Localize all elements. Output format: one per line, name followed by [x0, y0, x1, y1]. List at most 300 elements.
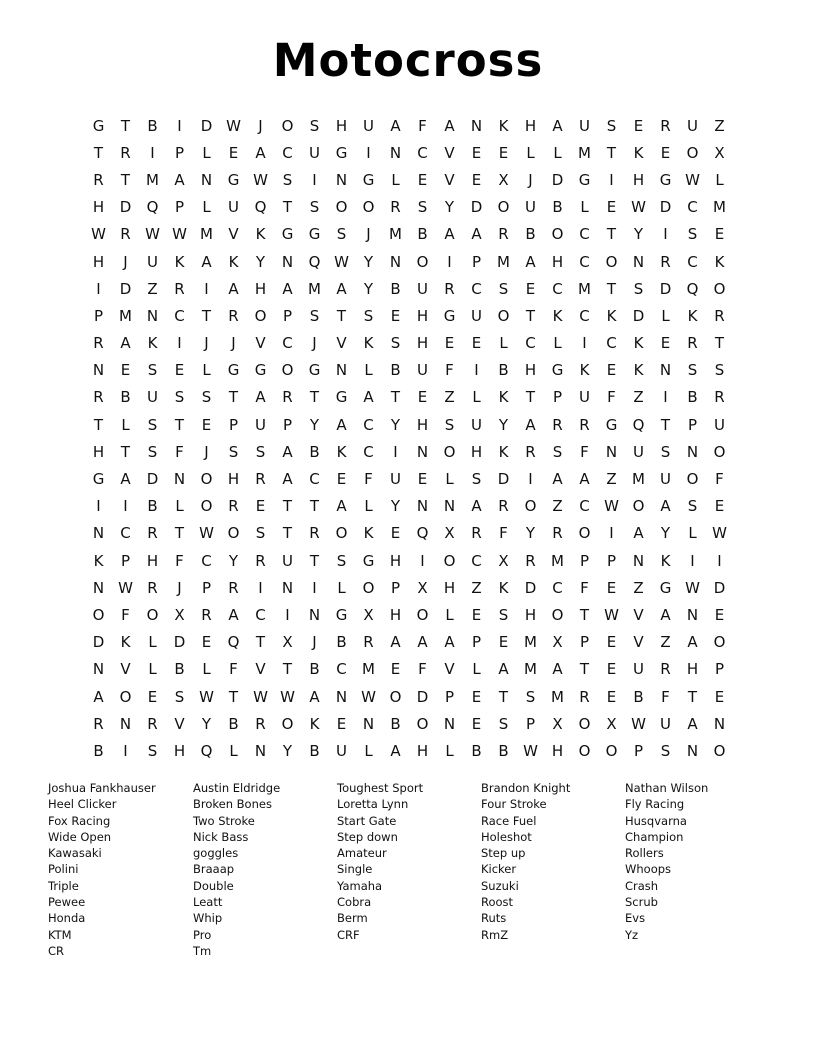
grid-letter: N: [146, 306, 159, 325]
word-item: Nick Bass: [193, 829, 249, 844]
grid-letter: C: [606, 334, 617, 353]
grid-letter: Z: [633, 578, 644, 597]
grid-letter: P: [120, 551, 131, 570]
word-item: goggles: [193, 846, 239, 861]
grid-letter: G: [227, 170, 240, 189]
grid-letter: H: [227, 470, 240, 489]
grid-letter: D: [146, 470, 159, 489]
grid-letter: T: [93, 415, 104, 434]
grid-letter: R: [201, 605, 212, 624]
grid-letter: A: [120, 470, 131, 489]
grid-letter: F: [364, 470, 373, 489]
grid-letter: K: [606, 306, 617, 325]
grid-letter: I: [447, 252, 452, 271]
grid-letter: R: [660, 252, 671, 271]
grid-letter: D: [173, 633, 186, 652]
grid-letter: R: [498, 497, 509, 516]
word-item: Husqvarna: [625, 813, 687, 828]
grid-letter: O: [713, 741, 726, 760]
grid-letter: P: [525, 714, 536, 733]
grid-letter: K: [687, 306, 698, 325]
grid-letter: F: [229, 660, 238, 679]
grid-letter: E: [390, 524, 401, 543]
grid-letter: D: [119, 198, 132, 217]
grid-letter: H: [335, 116, 348, 135]
grid-letter: M: [308, 279, 321, 298]
grid-letter: C: [471, 551, 482, 570]
grid-letter: M: [119, 306, 132, 325]
word-item: Loretta Lynn: [337, 797, 409, 812]
grid-letter: V: [444, 660, 455, 679]
grid-letter: E: [201, 633, 212, 652]
grid-letter: K: [336, 442, 347, 461]
word-item: Berm: [337, 911, 368, 926]
grid-letter: V: [633, 633, 644, 652]
grid-letter: E: [471, 714, 482, 733]
grid-letter: A: [201, 252, 212, 271]
grid-letter: G: [254, 361, 267, 380]
grid-letter: E: [336, 714, 347, 733]
grid-letter: L: [445, 470, 454, 489]
grid-letter: I: [177, 334, 182, 353]
grid-letter: P: [633, 741, 644, 760]
grid-letter: R: [552, 524, 563, 543]
word-item: Tm: [193, 943, 212, 958]
grid-letter: O: [686, 143, 699, 162]
grid-letter: W: [604, 605, 619, 624]
grid-letter: N: [443, 714, 456, 733]
grid-letter: B: [390, 361, 401, 380]
grid-letter: E: [606, 687, 617, 706]
grid-letter: Q: [686, 279, 699, 298]
grid-letter: R: [228, 578, 239, 597]
grid-letter: H: [443, 578, 456, 597]
grid-letter: E: [606, 198, 617, 217]
grid-letter: X: [282, 633, 293, 652]
grid-letter: C: [201, 551, 212, 570]
grid-letter: C: [579, 306, 590, 325]
grid-letter: M: [497, 252, 510, 271]
grid-letter: T: [309, 551, 320, 570]
grid-letter: Q: [146, 198, 159, 217]
grid-letter: C: [579, 225, 590, 244]
grid-letter: B: [309, 741, 320, 760]
grid-letter: H: [524, 605, 537, 624]
grid-letter: H: [524, 361, 537, 380]
grid-letter: N: [686, 741, 699, 760]
grid-letter: S: [687, 497, 698, 516]
grid-letter: V: [120, 660, 131, 679]
grid-letter: R: [498, 225, 509, 244]
grid-letter: L: [148, 660, 157, 679]
grid-letter: J: [231, 334, 236, 353]
grid-letter: E: [714, 605, 725, 624]
grid-letter: K: [174, 252, 185, 271]
grid-letter: Q: [308, 252, 321, 271]
grid-letter: T: [660, 415, 671, 434]
grid-letter: L: [229, 741, 238, 760]
grid-letter: C: [579, 497, 590, 516]
grid-letter: L: [121, 415, 130, 434]
grid-letter: I: [285, 605, 290, 624]
grid-letter: P: [93, 306, 104, 325]
grid-letter: T: [174, 524, 185, 543]
grid-letter: U: [255, 415, 266, 434]
grid-letter: I: [96, 497, 101, 516]
grid-letter: H: [389, 551, 402, 570]
grid-letter: Y: [282, 741, 293, 760]
grid-letter: Z: [714, 116, 725, 135]
grid-letter: M: [578, 143, 591, 162]
grid-letter: L: [580, 198, 589, 217]
grid-letter: S: [498, 605, 509, 624]
grid-letter: X: [714, 143, 725, 162]
grid-letter: O: [146, 605, 159, 624]
grid-letter: A: [336, 279, 347, 298]
grid-letter: A: [336, 497, 347, 516]
grid-letter: Y: [390, 415, 401, 434]
grid-letter: I: [474, 361, 479, 380]
grid-letter: J: [312, 633, 317, 652]
grid-letter: R: [660, 116, 671, 135]
grid-letter: D: [119, 279, 132, 298]
grid-letter: Z: [552, 497, 563, 516]
grid-letter: A: [471, 497, 482, 516]
grid-letter: P: [687, 415, 698, 434]
grid-letter: K: [498, 116, 509, 135]
grid-letter: G: [659, 578, 672, 597]
grid-letter: W: [523, 741, 538, 760]
grid-letter: O: [686, 470, 699, 489]
grid-letter: P: [201, 578, 212, 597]
grid-letter: G: [335, 388, 348, 407]
grid-letter: T: [606, 225, 617, 244]
grid-letter: R: [255, 470, 266, 489]
grid-letter: H: [389, 605, 402, 624]
grid-letter: O: [605, 741, 618, 760]
grid-letter: R: [93, 334, 104, 353]
word-item: Ruts: [481, 911, 507, 926]
grid-letter: T: [228, 687, 239, 706]
grid-letter: H: [524, 116, 537, 135]
grid-letter: Z: [633, 388, 644, 407]
grid-letter: E: [714, 497, 725, 516]
grid-letter: L: [445, 741, 454, 760]
grid-letter: F: [499, 524, 508, 543]
grid-letter: U: [147, 388, 158, 407]
grid-letter: I: [528, 470, 533, 489]
grid-letter: B: [336, 633, 347, 652]
grid-letter: I: [312, 170, 317, 189]
grid-letter: T: [579, 605, 590, 624]
grid-letter: E: [255, 497, 266, 516]
grid-letter: F: [121, 605, 130, 624]
grid-letter: I: [204, 279, 209, 298]
grid-letter: N: [605, 442, 618, 461]
grid-letter: R: [228, 497, 239, 516]
grid-letter: W: [334, 252, 349, 271]
grid-letter: P: [579, 633, 590, 652]
grid-letter: W: [712, 524, 727, 543]
grid-letter: W: [172, 225, 187, 244]
grid-letter: Z: [471, 578, 482, 597]
grid-letter: E: [174, 361, 185, 380]
grid-letter: V: [444, 170, 455, 189]
grid-letter: X: [552, 714, 563, 733]
grid-letter: U: [336, 741, 347, 760]
grid-letter: D: [470, 198, 483, 217]
grid-letter: L: [472, 660, 481, 679]
grid-letter: O: [578, 524, 591, 543]
grid-letter: S: [498, 279, 509, 298]
grid-letter: R: [714, 388, 725, 407]
grid-letter: M: [713, 198, 726, 217]
grid-letter: G: [281, 225, 294, 244]
grid-letter: V: [336, 334, 347, 353]
grid-letter: L: [202, 143, 211, 162]
grid-letter: I: [123, 497, 128, 516]
grid-letter: S: [390, 334, 401, 353]
grid-letter: N: [686, 605, 699, 624]
grid-letter: T: [606, 279, 617, 298]
grid-letter: W: [226, 116, 241, 135]
grid-letter: S: [282, 170, 293, 189]
grid-letter: U: [687, 116, 698, 135]
grid-letter: I: [96, 279, 101, 298]
grid-letter: B: [147, 116, 158, 135]
grid-letter: C: [417, 143, 428, 162]
grid-letter: I: [123, 741, 128, 760]
grid-letter: S: [606, 116, 617, 135]
grid-letter: Y: [660, 524, 671, 543]
grid-letter: K: [633, 361, 644, 380]
grid-letter: W: [280, 687, 295, 706]
grid-letter: I: [366, 143, 371, 162]
grid-letter: T: [309, 497, 320, 516]
grid-letter: S: [633, 279, 644, 298]
grid-letter: C: [687, 198, 698, 217]
grid-letter: N: [713, 714, 726, 733]
grid-letter: E: [471, 170, 482, 189]
grid-letter: G: [335, 143, 348, 162]
grid-letter: F: [661, 687, 670, 706]
grid-letter: S: [309, 306, 320, 325]
grid-letter: S: [687, 361, 698, 380]
grid-letter: I: [609, 524, 614, 543]
grid-letter: T: [255, 633, 266, 652]
grid-letter: L: [337, 578, 346, 597]
grid-letter: A: [282, 279, 293, 298]
grid-letter: K: [147, 334, 158, 353]
word-item: Austin Eldridge: [193, 781, 281, 795]
grid-letter: N: [281, 252, 294, 271]
grid-letter: T: [120, 442, 131, 461]
grid-letter: C: [255, 605, 266, 624]
grid-letter: T: [579, 660, 590, 679]
grid-letter: H: [254, 279, 267, 298]
word-item: Leatt: [193, 895, 223, 910]
grid-letter: H: [173, 741, 186, 760]
grid-letter: I: [312, 578, 317, 597]
grid-letter: E: [633, 116, 644, 135]
grid-letter: L: [445, 605, 454, 624]
grid-letter: O: [497, 306, 510, 325]
grid-letter: K: [714, 252, 725, 271]
grid-letter: C: [282, 143, 293, 162]
grid-letter: D: [659, 198, 672, 217]
grid-letter: T: [282, 524, 293, 543]
grid-letter: B: [498, 741, 509, 760]
grid-letter: C: [552, 578, 563, 597]
grid-letter: Y: [201, 714, 212, 733]
grid-letter: Y: [444, 198, 455, 217]
grid-letter: Z: [606, 470, 617, 489]
grid-letter: H: [551, 741, 564, 760]
grid-letter: U: [147, 252, 158, 271]
grid-letter: Z: [147, 279, 158, 298]
grid-letter: K: [93, 551, 104, 570]
grid-letter: T: [282, 660, 293, 679]
grid-letter: A: [255, 388, 266, 407]
grid-letter: R: [147, 578, 158, 597]
grid-letter: O: [524, 497, 537, 516]
grid-letter: S: [363, 306, 374, 325]
grid-letter: P: [174, 143, 185, 162]
grid-letter: T: [309, 388, 320, 407]
grid-letter: C: [552, 279, 563, 298]
grid-letter: R: [93, 170, 104, 189]
grid-letter: N: [335, 361, 348, 380]
grid-letter: R: [147, 524, 158, 543]
grid-letter: O: [281, 714, 294, 733]
grid-letter: E: [471, 687, 482, 706]
grid-letter: B: [390, 279, 401, 298]
grid-letter: S: [201, 388, 212, 407]
word-item: Scrub: [625, 895, 658, 910]
grid-letter: J: [312, 334, 317, 353]
grid-letter: O: [227, 524, 240, 543]
grid-letter: O: [416, 252, 429, 271]
grid-letter: S: [174, 687, 185, 706]
grid-letter: O: [632, 497, 645, 516]
grid-letter: O: [578, 714, 591, 733]
grid-letter: S: [309, 116, 320, 135]
grid-letter: T: [120, 170, 131, 189]
grid-letter: H: [416, 741, 429, 760]
grid-letter: K: [120, 633, 131, 652]
grid-letter: G: [92, 470, 105, 489]
grid-letter: R: [525, 442, 536, 461]
grid-letter: N: [389, 252, 402, 271]
grid-letter: C: [120, 524, 131, 543]
grid-letter: M: [551, 687, 564, 706]
grid-letter: I: [420, 551, 425, 570]
grid-letter: E: [444, 334, 455, 353]
grid-letter: R: [93, 388, 104, 407]
grid-letter: T: [390, 388, 401, 407]
grid-letter: G: [308, 225, 321, 244]
grid-letter: Z: [444, 388, 455, 407]
grid-letter: N: [335, 170, 348, 189]
grid-letter: A: [93, 687, 104, 706]
grid-letter: V: [255, 334, 266, 353]
grid-letter: S: [147, 361, 158, 380]
grid-letter: B: [390, 714, 401, 733]
grid-letter: N: [416, 497, 429, 516]
grid-letter: E: [606, 660, 617, 679]
grid-letter: Y: [390, 497, 401, 516]
grid-letter: T: [120, 116, 131, 135]
grid-letter: O: [281, 116, 294, 135]
grid-letter: E: [606, 361, 617, 380]
grid-letter: J: [258, 116, 263, 135]
word-item: Honda: [48, 911, 86, 926]
grid-letter: V: [444, 143, 455, 162]
grid-letter: K: [363, 334, 374, 353]
grid-letter: I: [663, 388, 668, 407]
grid-letter: G: [227, 361, 240, 380]
grid-letter: O: [551, 605, 564, 624]
word-item: Whip: [193, 911, 223, 926]
grid-letter: O: [443, 442, 456, 461]
grid-letter: P: [282, 306, 293, 325]
grid-letter: F: [580, 578, 589, 597]
grid-letter: O: [92, 605, 105, 624]
grid-letter: F: [445, 361, 454, 380]
word-item: CR: [48, 943, 65, 958]
puzzle-title: Motocross: [272, 34, 544, 87]
grid-letter: C: [525, 334, 536, 353]
grid-letter: N: [92, 660, 105, 679]
grid-letter: R: [579, 415, 590, 434]
grid-letter: A: [120, 334, 131, 353]
grid-letter: E: [147, 687, 158, 706]
grid-letter: A: [552, 116, 563, 135]
grid-letter: L: [364, 741, 373, 760]
grid-letter: A: [579, 470, 590, 489]
grid-letter: H: [470, 442, 483, 461]
grid-letter: R: [255, 714, 266, 733]
grid-letter: Q: [416, 524, 429, 543]
grid-letter: R: [525, 551, 536, 570]
grid-letter: W: [631, 198, 646, 217]
grid-letter: W: [253, 170, 268, 189]
grid-letter: A: [444, 225, 455, 244]
grid-letter: A: [282, 442, 293, 461]
grid-letter: P: [174, 198, 185, 217]
grid-letter: V: [174, 714, 185, 733]
grid-letter: D: [659, 279, 672, 298]
word-item: Wide Open: [48, 829, 112, 844]
grid-letter: F: [418, 660, 427, 679]
word-column: [481, 780, 631, 943]
word-item: Start Gate: [337, 813, 397, 828]
grid-letter: M: [524, 633, 537, 652]
grid-letter: A: [228, 605, 239, 624]
grid-letter: L: [688, 524, 697, 543]
grid-letter: R: [363, 633, 374, 652]
grid-letter: U: [525, 198, 536, 217]
grid-letter: E: [471, 334, 482, 353]
grid-letter: F: [607, 388, 616, 407]
grid-letter: U: [471, 306, 482, 325]
grid-letter: E: [390, 306, 401, 325]
grid-letter: G: [605, 415, 618, 434]
grid-letter: W: [685, 578, 700, 597]
grid-letter: W: [361, 687, 376, 706]
grid-letter: M: [389, 225, 402, 244]
grid-letter: N: [281, 578, 294, 597]
